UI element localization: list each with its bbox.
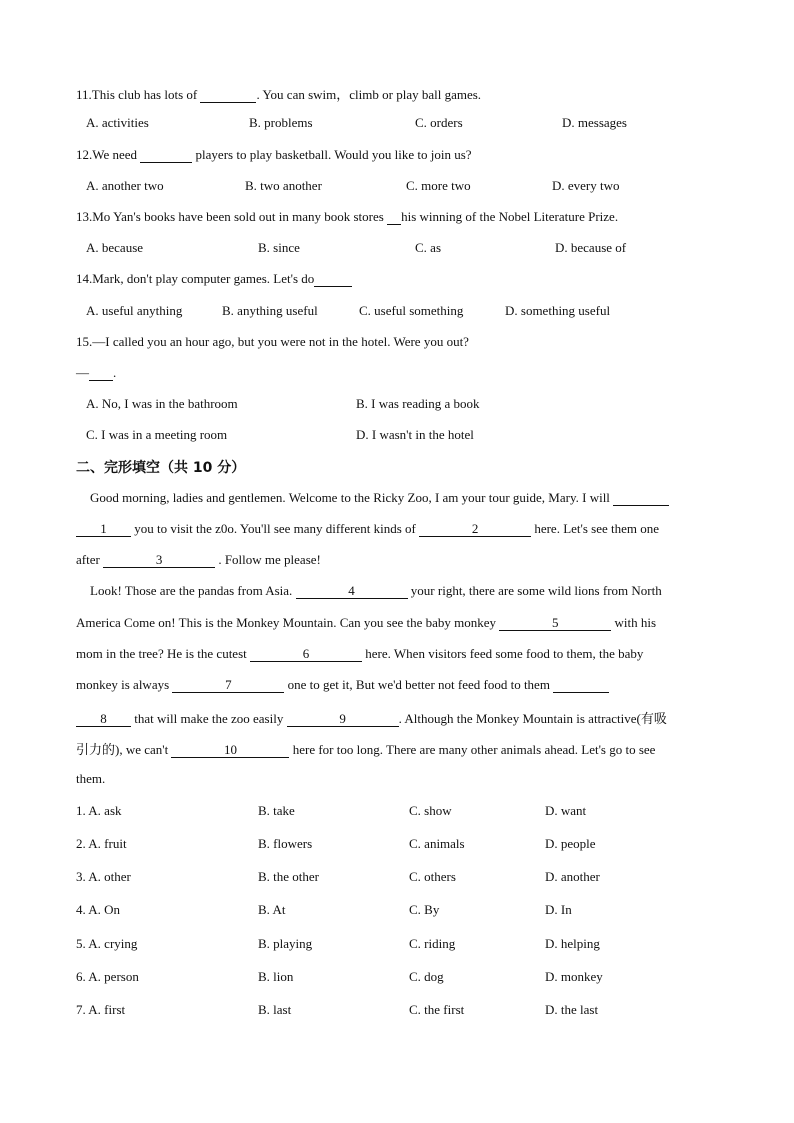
- passage-text: . Follow me please!: [215, 552, 321, 567]
- cloze-q3-option-b[interactable]: B. the other: [258, 869, 320, 884]
- cloze-q5-option-b[interactable]: B. playing: [258, 936, 313, 951]
- q14-option-a[interactable]: A. useful anything: [86, 303, 183, 318]
- question-15-reply: [76, 365, 116, 381]
- q12-blank[interactable]: [140, 148, 192, 163]
- passage-blank-7[interactable]: 7: [172, 678, 284, 693]
- passage-text: your right, there are some wild lions from North: [407, 583, 662, 598]
- passage-blank-8-start[interactable]: [553, 678, 609, 693]
- q11-stem-end: . You can swim，climb or play ball games.: [256, 87, 482, 102]
- cloze-q6-option-c[interactable]: C. dog: [409, 969, 444, 984]
- q14-stem: 14.Mark, don't play computer games. Let's do: [76, 271, 315, 286]
- cloze-q4-option-b[interactable]: B. At: [258, 902, 286, 917]
- q15-option-c[interactable]: C. I was in a meeting room: [86, 427, 228, 442]
- passage-blank-9[interactable]: 9: [287, 712, 399, 727]
- cloze-q1-option-d[interactable]: D. want: [545, 803, 587, 818]
- q12-stem-start: 12.We need: [76, 147, 141, 162]
- passage-line-10: them.: [76, 771, 106, 786]
- cloze-q3-option-c[interactable]: C. others: [409, 869, 456, 884]
- passage-line-2: [76, 521, 659, 537]
- passage-text: here for too long. There are many other animals ahead. Let's go to see: [289, 742, 656, 757]
- cloze-q1-option-b[interactable]: B. take: [258, 803, 295, 818]
- cloze-q2-option-b[interactable]: B. flowers: [258, 836, 313, 851]
- passage-text: that will make the zoo easily: [131, 711, 287, 726]
- q13-stem-end: his winning of the Nobel Literature Prize.: [401, 209, 619, 224]
- q12-option-a[interactable]: A. another two: [86, 178, 164, 193]
- passage-line-3: [76, 552, 321, 568]
- q12-option-b[interactable]: B. two another: [245, 178, 322, 193]
- q11-option-d[interactable]: D. messages: [562, 115, 627, 130]
- q13-blank[interactable]: [387, 210, 401, 225]
- cloze-q7-option-d[interactable]: D. the last: [545, 1002, 599, 1017]
- passage-text: one to get it, But we'd better not feed food to them: [284, 677, 550, 692]
- cloze-q1-option-a[interactable]: 1. A. ask: [76, 803, 122, 818]
- passage-blank-6[interactable]: 6: [250, 647, 362, 662]
- cloze-q6-option-d[interactable]: D. monkey: [545, 969, 603, 984]
- cloze-q3-option-a[interactable]: 3. A. other: [76, 869, 131, 884]
- q13-option-b[interactable]: B. since: [258, 240, 300, 255]
- passage-blank-1[interactable]: 1: [76, 522, 131, 537]
- q15-option-a[interactable]: A. No, I was in the bathroom: [86, 396, 238, 411]
- passage-blank-5[interactable]: 5: [499, 616, 611, 631]
- q14-option-d[interactable]: D. something useful: [505, 303, 611, 318]
- q15-blank[interactable]: [89, 366, 113, 381]
- q11-option-b[interactable]: B. problems: [249, 115, 313, 130]
- passage-text: with his: [611, 615, 657, 630]
- passage-line-6: [76, 646, 643, 662]
- section-title-cloze: 二、完形填空（共 10 分）: [76, 460, 246, 476]
- passage-line-7: [76, 677, 609, 693]
- passage-line-4: [90, 583, 662, 599]
- passage-text: monkey is always: [76, 677, 173, 692]
- cloze-q7-option-a[interactable]: 7. A. first: [76, 1002, 126, 1017]
- passage-blank-4[interactable]: 4: [296, 584, 408, 599]
- q15-option-b[interactable]: B. I was reading a book: [356, 396, 480, 411]
- passage-text: you to visit the z0o. You'll see many different kinds of: [131, 521, 420, 536]
- passage-line-5: [76, 615, 656, 631]
- q11-option-c[interactable]: C. orders: [415, 115, 463, 130]
- cloze-q4-option-a[interactable]: 4. A. On: [76, 902, 121, 917]
- passage-text: Good morning, ladies and gentlemen. Welcome to the Ricky Zoo, I am your tour guide, Mary. I will: [90, 490, 610, 505]
- q13-option-c[interactable]: C. as: [415, 240, 441, 255]
- passage-text: here. When visitors feed some food to them, the baby: [362, 646, 644, 661]
- cloze-q7-option-b[interactable]: B. last: [258, 1002, 292, 1017]
- q11-blank[interactable]: [200, 88, 256, 103]
- q12-option-c[interactable]: C. more two: [406, 178, 471, 193]
- cloze-q5-option-d[interactable]: D. helping: [545, 936, 600, 951]
- passage-text: after: [76, 552, 104, 567]
- q11-stem-start: 11.This club has lots of: [76, 87, 201, 102]
- cloze-q6-option-a[interactable]: 6. A. person: [76, 969, 139, 984]
- question-11: [76, 84, 481, 103]
- passage-text: America Come on! This is the Monkey Mountain. Can you see the baby monkey: [76, 615, 500, 630]
- passage-blank-1-start[interactable]: [613, 491, 669, 506]
- cloze-q4-option-c[interactable]: C. By: [409, 902, 440, 917]
- cloze-q4-option-d[interactable]: D. In: [545, 902, 572, 917]
- cloze-q2-option-d[interactable]: D. people: [545, 836, 596, 851]
- passage-text: here. Let's see them one: [531, 521, 660, 536]
- cloze-q2-option-c[interactable]: C. animals: [409, 836, 465, 851]
- passage-blank-2[interactable]: 2: [419, 522, 531, 537]
- q13-option-d[interactable]: D. because of: [555, 240, 627, 255]
- q13-stem-start: 13.Mo Yan's books have been sold out in many book stores: [76, 209, 388, 224]
- q15-dash: —: [76, 365, 89, 380]
- cloze-q1-option-c[interactable]: C. show: [409, 803, 452, 818]
- passage-text: 引力的), we can't: [76, 742, 172, 757]
- q12-stem-end: players to play basketball. Would you like to join us?: [192, 147, 472, 162]
- passage-text: mom in the tree? He is the cutest: [76, 646, 251, 661]
- cloze-q7-option-c[interactable]: C. the first: [409, 1002, 465, 1017]
- q12-option-d[interactable]: D. every two: [552, 178, 620, 193]
- passage-line-1: [90, 490, 669, 506]
- question-15: 15.—I called you an hour ago, but you were not in the hotel. Were you out?: [76, 334, 469, 349]
- passage-line-9: [76, 739, 655, 758]
- cloze-q3-option-d[interactable]: D. another: [545, 869, 600, 884]
- passage-blank-10[interactable]: 10: [171, 743, 289, 758]
- question-13: [76, 209, 618, 225]
- q11-option-a[interactable]: A. activities: [86, 115, 149, 130]
- passage-blank-8[interactable]: 8: [76, 712, 131, 727]
- cloze-q5-option-c[interactable]: C. riding: [409, 936, 456, 951]
- cloze-q6-option-b[interactable]: B. lion: [258, 969, 294, 984]
- q14-blank[interactable]: [314, 272, 352, 287]
- cloze-q2-option-a[interactable]: 2. A. fruit: [76, 836, 127, 851]
- q15-option-d[interactable]: D. I wasn't in the hotel: [356, 427, 474, 442]
- q14-option-b[interactable]: B. anything useful: [222, 303, 318, 318]
- passage-line-8: [76, 708, 667, 727]
- passage-blank-3[interactable]: 3: [103, 553, 215, 568]
- passage-text: Look! Those are the pandas from Asia.: [90, 583, 296, 598]
- passage-text: . Although the Monkey Mountain is attractive(有吸: [398, 711, 667, 726]
- cloze-q5-option-a[interactable]: 5. A. crying: [76, 936, 138, 951]
- question-14: [76, 271, 352, 287]
- q15-period: .: [113, 365, 117, 380]
- q13-option-a[interactable]: A. because: [86, 240, 144, 255]
- q14-option-c[interactable]: C. useful something: [359, 303, 464, 318]
- question-12: [76, 147, 472, 163]
